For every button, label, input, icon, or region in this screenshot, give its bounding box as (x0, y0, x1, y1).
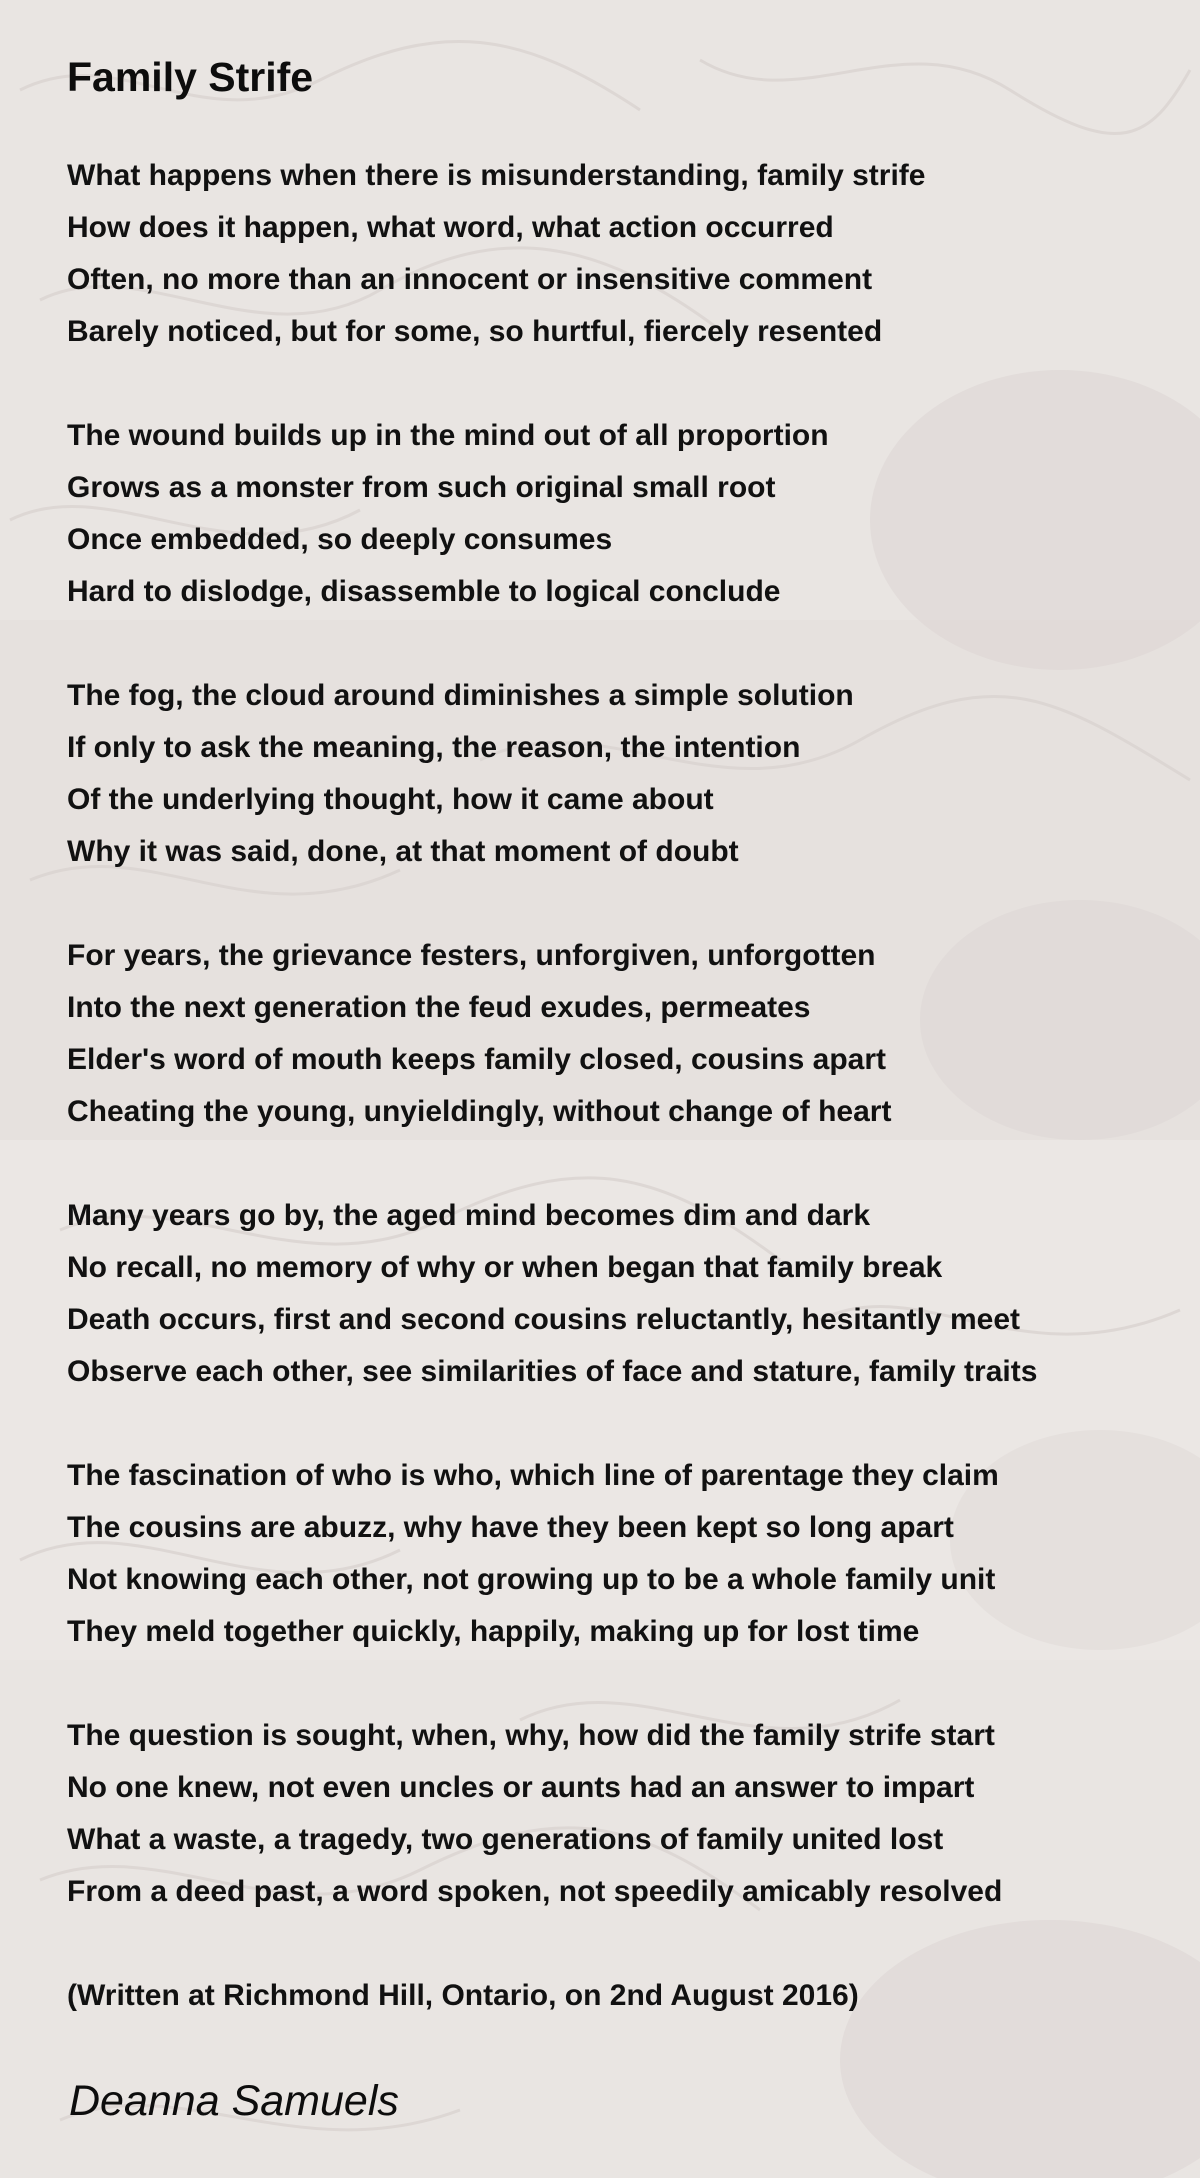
poem-body (67, 150, 1037, 2022)
poem-author: Deanna Samuels (69, 2077, 399, 2125)
poem-line: For years, the grievance festers, unforgiven, unforgotten (67, 939, 876, 972)
poem-line: They meld together quickly, happily, making up for lost time (67, 1615, 920, 1648)
poem-line: No recall, no memory of why or when began that family break (67, 1251, 943, 1284)
poem-line: The question is sought, when, why, how did the family strife start (67, 1719, 995, 1752)
poem-line: From a deed past, a word spoken, not speedily amicably resolved (67, 1875, 1003, 1908)
written-note: (Written at Richmond Hill, Ontario, on 2nd August 2016) (67, 1979, 859, 2012)
poem-title: Family Strife (67, 54, 314, 100)
stanza-2 (67, 410, 1037, 618)
poem-line: The fog, the cloud around diminishes a simple solution (67, 679, 854, 712)
poem-line: Into the next generation the feud exudes, permeates (67, 991, 811, 1024)
poem-line: If only to ask the meaning, the reason, the intention (67, 731, 801, 764)
poem-line: What happens when there is misunderstanding, family strife (67, 159, 926, 192)
stanza-gap (67, 878, 1037, 930)
poem-container (67, 52, 1177, 2012)
stanza-gap (67, 1658, 1037, 1710)
poem-line: Barely noticed, but for some, so hurtful, fiercely resented (67, 315, 883, 348)
poem-line: Hard to dislodge, disassemble to logical conclude (67, 575, 781, 608)
poem-line: Not knowing each other, not growing up to be a whole family unit (67, 1563, 996, 1596)
stanza-gap (67, 1918, 1037, 1970)
poem-line: The wound builds up in the mind out of all proportion (67, 419, 829, 452)
poem-line: How does it happen, what word, what action occurred (67, 211, 834, 244)
stanza-gap (67, 618, 1037, 670)
stanza-5 (67, 1190, 1037, 1398)
poem-line: No one knew, not even uncles or aunts had an answer to impart (67, 1771, 975, 1804)
stanza-gap (67, 358, 1037, 410)
stanza-gap (67, 1398, 1037, 1450)
poem-line: The fascination of who is who, which line of parentage they claim (67, 1459, 999, 1492)
stanza-6 (67, 1450, 1037, 1658)
poem-line: The cousins are abuzz, why have they been kept so long apart (67, 1511, 954, 1544)
poem-line: Often, no more than an innocent or insensitive comment (67, 263, 873, 296)
poem-line: Grows as a monster from such original small root (67, 471, 776, 504)
stanza-gap (67, 1138, 1037, 1190)
stanza-4 (67, 930, 1037, 1138)
stanza-7 (67, 1710, 1037, 1918)
stanza-3 (67, 670, 1037, 878)
poem-line: Death occurs, first and second cousins reluctantly, hesitantly meet (67, 1303, 1021, 1336)
poem-line: Of the underlying thought, how it came about (67, 783, 714, 816)
poem-line: What a waste, a tragedy, two generations of family united lost (67, 1823, 944, 1856)
poem-line: Cheating the young, unyieldingly, without change of heart (67, 1095, 892, 1128)
stanza-1 (67, 150, 1037, 358)
poem-note (67, 1970, 1037, 2022)
poem-line: Many years go by, the aged mind becomes dim and dark (67, 1199, 870, 1232)
poem-line: Once embedded, so deeply consumes (67, 523, 613, 556)
poem-line: Elder's word of mouth keeps family closed, cousins apart (67, 1043, 887, 1076)
poem-line: Why it was said, done, at that moment of doubt (67, 835, 739, 868)
poem-line: Observe each other, see similarities of face and stature, family traits (67, 1355, 1038, 1388)
